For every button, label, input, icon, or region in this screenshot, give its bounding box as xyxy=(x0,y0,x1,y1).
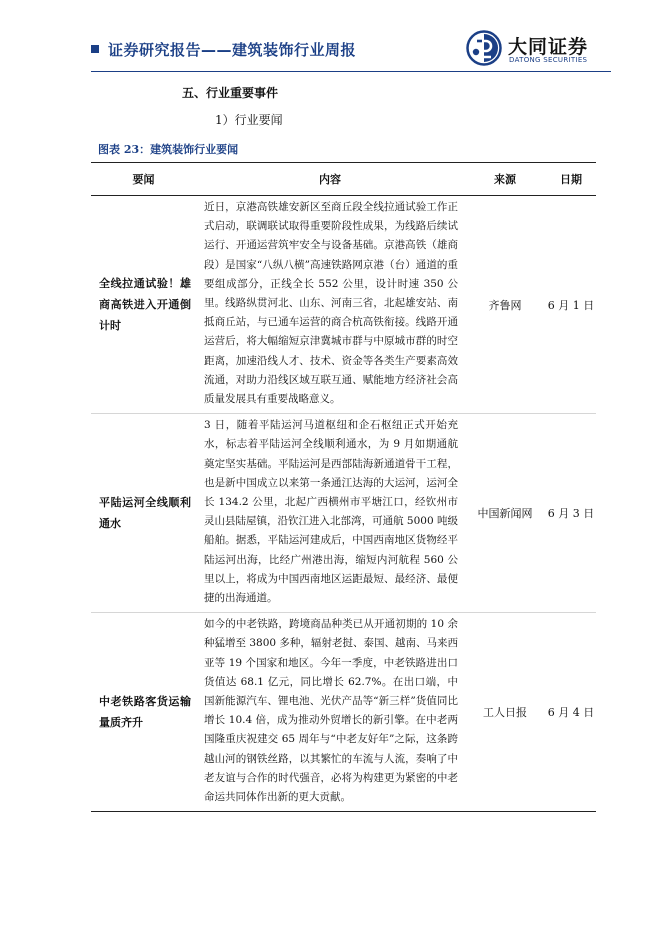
company-logo xyxy=(466,30,606,68)
news-title-cell xyxy=(91,414,196,612)
news-source: 工人日报 xyxy=(483,706,527,720)
news-content: 3 日，随着平陆运河马道枢纽和企石枢纽正式开始充水，标志着平陆运河全线顺利通水，为 9 月如期通航奠定坚实基础。平陆运河是西部陆海新通道骨干工程，也是新中国成立以来第一条通江达海的大运河，运河全长 134.2 公里，北起广西横州市平塘江口，经钦州市灵山县陆屋镇，沿钦江进入北部湾，可通航 5000 吨级船舶。据悉，平陆运河建成后，中国西南地区货物经平陆运河出海，比经广州港出海，缩短内河航程 560 公里以上，将成为中国西南地区运距最短、最经济、最便捷的出海通道。 xyxy=(204,419,458,605)
news-source: 中国新闻网 xyxy=(477,507,533,521)
sub-section-title: 1）行业要闻 xyxy=(215,113,283,127)
news-date: 6 月 3 日 xyxy=(547,507,595,521)
news-title: 全线拉通试验！雄商高铁进入开通倒计时 xyxy=(99,277,191,333)
news-title: 平陆运河全线顺利通水 xyxy=(99,496,191,531)
logo-english-name: DATONG SECURITIES xyxy=(509,56,588,64)
table-row xyxy=(91,414,596,613)
column-header-content: 内容 xyxy=(319,173,341,186)
column-header-date: 日期 xyxy=(560,173,582,186)
page-header xyxy=(0,0,662,74)
section-title: 五、行业重要事件 xyxy=(182,86,279,100)
news-date: 6 月 4 日 xyxy=(547,706,595,720)
datong-logo-icon xyxy=(466,30,502,66)
table-row xyxy=(91,196,596,414)
news-title-cell xyxy=(91,196,196,413)
logo-chinese-name: 大同证券 xyxy=(508,36,589,58)
table-row xyxy=(91,613,596,812)
column-header-source: 来源 xyxy=(494,173,516,186)
news-date: 6 月 1 日 xyxy=(547,298,595,312)
header-divider xyxy=(91,71,611,72)
column-header-news: 要闻 xyxy=(132,173,155,186)
figure-caption: 图表 23：建筑装饰行业要闻 xyxy=(98,143,239,156)
news-content: 近日，京港高铁雄安新区至商丘段全线拉通试验工作正式启动，联调联试取得重要阶段性成果，为线路后续试运行、开通运营筑牢安全与设备基础。京港高铁（雄商段）是国家“八纵八横”高速铁路网京港（台）通道的重要组成部分，正线全长 552 公里，设计时速 350 公里。线路纵贯河北、山东、河南三省，北起雄安站、南抵商丘站，与已通车运营的商合杭高铁衔接。线路开通运营后，将大幅缩短京津冀城市群与中原城市群的时空距离，加速沿线人才、技术、资金等各类生产要素高效流通，对助力沿线区域互联互通、赋能地方经济社会高质量发展具有重要战略意义。 xyxy=(204,201,458,406)
news-source: 齐鲁网 xyxy=(488,298,522,312)
report-title: 证券研究报告——建筑装饰行业周报 xyxy=(108,41,357,59)
table-header-row xyxy=(91,163,596,196)
news-content: 如今的中老铁路，跨境商品种类已从开通初期的 10 余种猛增至 3800 多种，辐射老挝、泰国、越南、马来西亚等 19 个国家和地区。今年一季度，中老铁路进出口货值达 68.1 亿元，同比增长 62.7%。在出口端，中国新能源汽车、锂电池、光伏产品等“新三样”货值同比增长 10.4 倍，成为推动外贸增长的新引擎。在中老两国隆重庆祝建交 65 周年与“中老友好年”之际，这条跨越山河的钢铁丝路，以其繁忙的车流与人流，奏响了中老友谊与合作的时代强音，必将为构建更为紧密的中老命运共同体作出新的更大贡献。 xyxy=(204,618,458,804)
header-square-icon xyxy=(91,45,99,53)
news-table xyxy=(91,162,596,812)
news-title-cell xyxy=(91,613,196,811)
news-title: 中老铁路客货运输量质齐升 xyxy=(99,695,191,730)
